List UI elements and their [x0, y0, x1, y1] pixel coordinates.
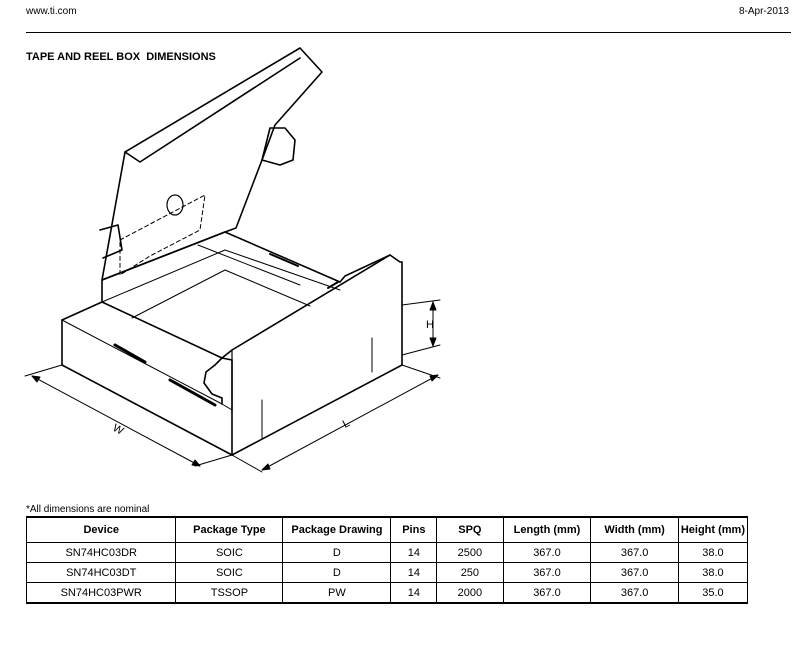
cell-package-drawing: D — [283, 543, 391, 563]
table-row — [27, 543, 748, 563]
header-pins: Pins — [391, 517, 437, 543]
cell-length: 367.0 — [503, 563, 591, 583]
box-right-face — [232, 262, 402, 455]
cell-length: 367.0 — [503, 543, 591, 563]
cell-package-type: SOIC — [176, 563, 283, 583]
table-row — [27, 583, 748, 604]
dimension-label-h: H — [426, 319, 434, 331]
cell-spq: 2000 — [437, 583, 503, 604]
cell-height: 35.0 — [678, 583, 747, 604]
cell-device: SN74HC03PWR — [27, 583, 176, 604]
section-title: TAPE AND REEL BOX DIMENSIONS — [26, 51, 216, 63]
cell-length: 367.0 — [503, 583, 591, 604]
cell-package-type: SOIC — [176, 543, 283, 563]
footnote: *All dimensions are nominal — [26, 504, 150, 515]
header-spq: SPQ — [437, 517, 503, 543]
cell-height: 38.0 — [678, 543, 747, 563]
header-length: Length (mm) — [503, 517, 591, 543]
box-drawing — [0, 40, 460, 480]
dimension-label-l: L — [340, 417, 352, 431]
cell-spq: 250 — [437, 563, 503, 583]
cell-height: 38.0 — [678, 563, 747, 583]
dimension-label-w: W — [110, 422, 126, 438]
header-height: Height (mm) — [678, 517, 747, 543]
cell-width: 367.0 — [591, 583, 678, 604]
cell-package-type: TSSOP — [176, 583, 283, 604]
header-url: www.ti.com — [26, 6, 77, 17]
header-rule — [26, 32, 791, 33]
box-lid — [102, 48, 322, 280]
header-date: 8-Apr-2013 — [738, 6, 789, 17]
cell-device: SN74HC03DT — [27, 563, 176, 583]
cell-width: 367.0 — [591, 563, 678, 583]
cell-pins: 14 — [391, 583, 437, 604]
table-header-row — [27, 517, 748, 543]
cell-device: SN74HC03DR — [27, 543, 176, 563]
header-width: Width (mm) — [591, 517, 678, 543]
cell-pins: 14 — [391, 543, 437, 563]
header-package-type: Package Type — [176, 517, 283, 543]
cell-spq: 2500 — [437, 543, 503, 563]
table-row — [27, 563, 748, 583]
header-device: Device — [27, 517, 176, 543]
cell-width: 367.0 — [591, 543, 678, 563]
dimensions-table — [26, 516, 748, 604]
cell-pins: 14 — [391, 563, 437, 583]
cell-package-drawing: D — [283, 563, 391, 583]
header-package-drawing: Package Drawing — [283, 517, 391, 543]
cell-package-drawing: PW — [283, 583, 391, 604]
